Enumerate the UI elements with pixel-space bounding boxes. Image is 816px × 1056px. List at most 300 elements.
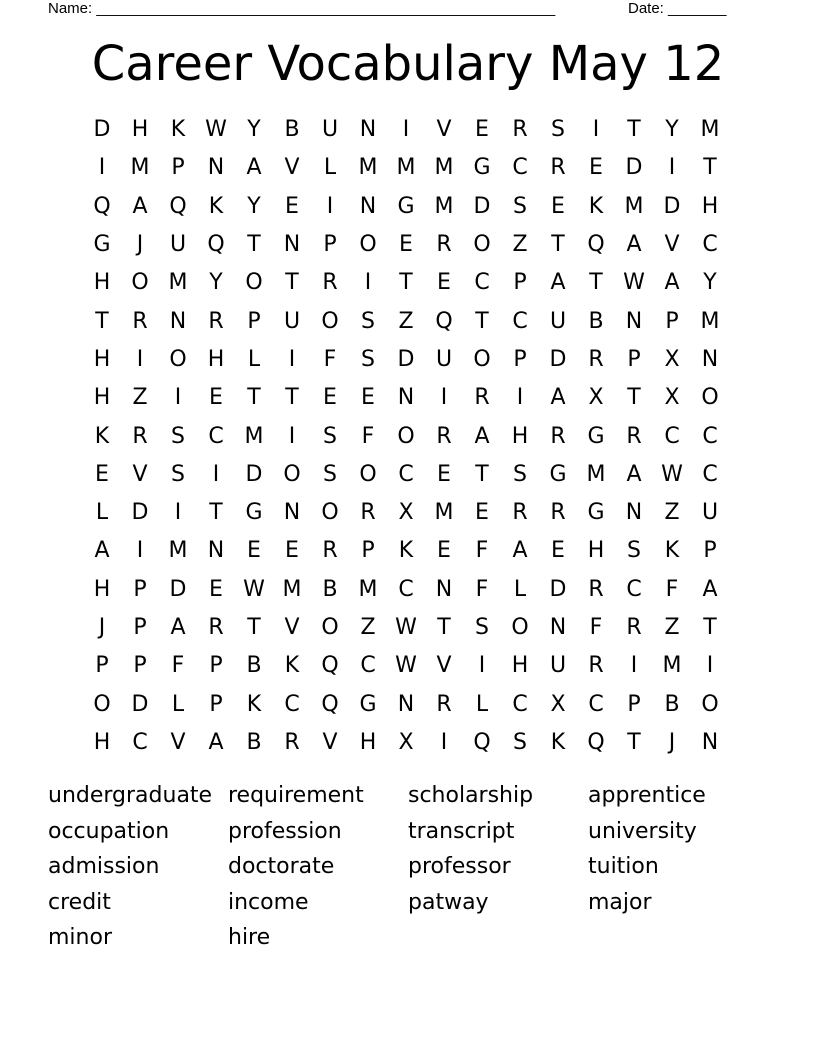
grid-letter[interactable]: I: [478, 653, 486, 679]
grid-row: [83, 532, 729, 570]
grid-letter[interactable]: C: [398, 576, 414, 602]
grid-letter[interactable]: M: [130, 155, 150, 181]
grid-letter[interactable]: D: [473, 193, 491, 219]
grid-letter[interactable]: W: [395, 653, 417, 679]
grid-letter[interactable]: E: [323, 385, 337, 411]
grid-letter[interactable]: O: [321, 308, 339, 334]
grid-letter[interactable]: H: [587, 538, 605, 564]
grid-letter[interactable]: O: [359, 232, 377, 258]
grid-letter[interactable]: L: [513, 576, 527, 602]
grid-letter[interactable]: P: [209, 691, 223, 717]
word-list-item: profession: [228, 818, 342, 844]
grid-letter[interactable]: I: [326, 193, 334, 219]
grid-letter[interactable]: U: [435, 346, 453, 372]
grid-letter[interactable]: P: [209, 653, 223, 679]
grid-letter[interactable]: J: [668, 729, 676, 755]
grid-letter[interactable]: X: [398, 500, 414, 526]
grid-letter[interactable]: O: [473, 346, 491, 372]
grid-letter[interactable]: M: [282, 576, 302, 602]
grid-letter[interactable]: N: [283, 500, 301, 526]
grid-letter[interactable]: C: [512, 691, 528, 717]
word-list-item: tuition: [588, 854, 659, 879]
grid-letter[interactable]: I: [136, 538, 144, 564]
grid-letter[interactable]: P: [323, 232, 337, 258]
grid-letter[interactable]: W: [243, 576, 265, 602]
grid-letter[interactable]: O: [93, 691, 111, 717]
grid-letter[interactable]: E: [399, 232, 413, 258]
grid-letter[interactable]: W: [395, 615, 417, 640]
grid-letter[interactable]: Y: [665, 117, 679, 143]
grid-letter[interactable]: A: [474, 423, 490, 449]
grid-letter[interactable]: Q: [435, 308, 453, 334]
grid-letter[interactable]: O: [245, 270, 263, 296]
grid-letter[interactable]: R: [208, 308, 224, 334]
grid-letter[interactable]: L: [323, 155, 337, 181]
grid-letter[interactable]: M: [358, 155, 378, 181]
grid-letter[interactable]: T: [589, 270, 603, 296]
grid-letter[interactable]: K: [588, 193, 604, 219]
grid-letter[interactable]: I: [668, 155, 676, 181]
grid-letter[interactable]: K: [94, 423, 110, 449]
grid-letter[interactable]: N: [207, 538, 225, 564]
grid-letter[interactable]: C: [664, 423, 680, 449]
word-list-item: requirement: [228, 783, 364, 808]
grid-letter[interactable]: E: [285, 193, 299, 219]
grid-letter[interactable]: P: [95, 653, 109, 679]
grid-letter[interactable]: M: [168, 538, 188, 564]
grid-letter[interactable]: R: [322, 538, 338, 564]
grid-letter[interactable]: F: [171, 653, 185, 679]
grid-letter[interactable]: E: [209, 385, 223, 411]
grid-letter[interactable]: K: [246, 691, 262, 717]
grid-letter[interactable]: I: [364, 270, 372, 296]
grid-letter[interactable]: Y: [247, 117, 261, 143]
grid-letter[interactable]: R: [512, 500, 528, 526]
grid-letter[interactable]: L: [95, 500, 109, 526]
grid-letter[interactable]: I: [440, 385, 448, 411]
grid-letter[interactable]: Y: [247, 193, 261, 219]
grid-letter[interactable]: O: [321, 615, 339, 640]
grid-letter[interactable]: B: [246, 653, 262, 679]
grid-letter[interactable]: C: [284, 691, 300, 717]
grid-letter[interactable]: C: [208, 423, 224, 449]
grid-letter[interactable]: E: [475, 117, 489, 143]
date-field[interactable]: Date: _______: [628, 0, 727, 17]
grid-letter[interactable]: V: [322, 729, 338, 755]
grid-letter[interactable]: H: [207, 346, 225, 372]
grid-letter[interactable]: T: [285, 385, 299, 411]
grid-letter[interactable]: R: [626, 615, 642, 640]
grid-letter[interactable]: C: [626, 576, 642, 602]
grid-letter[interactable]: M: [586, 461, 606, 487]
grid-letter[interactable]: V: [170, 729, 186, 755]
grid-letter[interactable]: G: [473, 155, 491, 181]
grid-letter[interactable]: D: [131, 500, 149, 526]
grid-letter[interactable]: E: [247, 538, 261, 564]
grid-letter[interactable]: V: [284, 615, 300, 640]
grid-letter[interactable]: R: [322, 270, 338, 296]
grid-letter[interactable]: A: [550, 270, 566, 296]
grid-letter[interactable]: D: [245, 461, 263, 487]
grid-letter[interactable]: R: [436, 691, 452, 717]
grid-letter[interactable]: K: [398, 538, 414, 564]
grid-letter[interactable]: T: [437, 615, 451, 640]
grid-letter[interactable]: C: [702, 232, 718, 258]
grid-letter[interactable]: R: [208, 615, 224, 640]
grid-letter[interactable]: H: [359, 729, 377, 755]
grid-letter[interactable]: A: [702, 576, 718, 602]
grid-letter[interactable]: C: [398, 461, 414, 487]
grid-letter[interactable]: Q: [207, 232, 225, 258]
grid-letter[interactable]: R: [436, 423, 452, 449]
grid-letter[interactable]: L: [247, 346, 261, 372]
grid-row: [83, 111, 729, 149]
grid-letter[interactable]: P: [627, 691, 641, 717]
grid-letter[interactable]: M: [434, 500, 454, 526]
grid-letter[interactable]: A: [550, 385, 566, 411]
grid-letter[interactable]: O: [359, 461, 377, 487]
grid-letter[interactable]: S: [513, 193, 527, 219]
grid-letter[interactable]: D: [625, 155, 643, 181]
grid-letter[interactable]: N: [397, 385, 415, 411]
grid-letter[interactable]: A: [626, 232, 642, 258]
grid-letter[interactable]: N: [701, 729, 719, 755]
grid-letter[interactable]: G: [587, 423, 605, 449]
grid-letter[interactable]: D: [663, 193, 681, 219]
grid-letter[interactable]: L: [171, 691, 185, 717]
grid-letter[interactable]: O: [701, 385, 719, 411]
grid-letter[interactable]: R: [588, 653, 604, 679]
grid-letter[interactable]: L: [475, 691, 489, 717]
grid-letter[interactable]: Z: [398, 308, 414, 334]
grid-letter[interactable]: X: [664, 346, 680, 372]
grid-letter[interactable]: N: [169, 308, 187, 334]
grid-letter[interactable]: P: [703, 538, 717, 564]
grid-letter[interactable]: B: [664, 691, 680, 717]
grid-letter[interactable]: O: [701, 691, 719, 717]
grid-letter[interactable]: T: [399, 270, 413, 296]
grid-letter[interactable]: A: [170, 615, 186, 640]
grid-letter[interactable]: V: [664, 232, 680, 258]
grid-letter[interactable]: G: [359, 691, 377, 717]
grid-letter[interactable]: P: [171, 155, 185, 181]
grid-letter[interactable]: T: [703, 155, 717, 181]
grid-letter[interactable]: E: [551, 538, 565, 564]
grid-letter[interactable]: D: [93, 117, 111, 143]
grid-letter[interactable]: X: [664, 385, 680, 411]
grid-letter[interactable]: O: [511, 615, 529, 640]
grid-letter[interactable]: C: [360, 653, 376, 679]
grid-letter[interactable]: A: [246, 155, 262, 181]
grid-letter[interactable]: M: [396, 155, 416, 181]
grid-letter[interactable]: T: [285, 270, 299, 296]
grid-letter[interactable]: O: [473, 232, 491, 258]
grid-letter[interactable]: B: [246, 729, 262, 755]
grid-letter[interactable]: G: [245, 500, 263, 526]
grid-letter[interactable]: E: [209, 576, 223, 602]
grid-letter[interactable]: T: [95, 308, 109, 334]
grid-letter[interactable]: K: [550, 729, 566, 755]
grid-letter[interactable]: Z: [664, 500, 680, 526]
grid-letter[interactable]: H: [93, 729, 111, 755]
grid-letter[interactable]: S: [323, 461, 337, 487]
grid-letter[interactable]: R: [512, 117, 528, 143]
grid-letter[interactable]: K: [208, 193, 224, 219]
grid-letter[interactable]: K: [284, 653, 300, 679]
grid-letter[interactable]: D: [169, 576, 187, 602]
grid-letter[interactable]: A: [664, 270, 680, 296]
grid-letter[interactable]: Q: [473, 729, 491, 755]
grid-letter[interactable]: T: [627, 117, 641, 143]
grid-letter[interactable]: R: [436, 232, 452, 258]
grid-letter[interactable]: R: [360, 500, 376, 526]
grid-letter[interactable]: O: [397, 423, 415, 449]
grid-letter[interactable]: S: [513, 729, 527, 755]
grid-letter[interactable]: R: [132, 308, 148, 334]
grid-letter[interactable]: H: [511, 423, 529, 449]
grid-letter[interactable]: H: [701, 193, 719, 219]
grid-letter[interactable]: A: [132, 193, 148, 219]
grid-letter[interactable]: H: [93, 385, 111, 411]
grid-letter[interactable]: O: [283, 461, 301, 487]
grid-letter[interactable]: F: [589, 615, 603, 640]
grid-letter[interactable]: R: [550, 500, 566, 526]
grid-row: [83, 264, 729, 302]
grid-letter[interactable]: Y: [209, 270, 223, 296]
grid-letter[interactable]: S: [171, 423, 185, 449]
grid-letter[interactable]: R: [588, 346, 604, 372]
name-field[interactable]: Name: _______________________________________________________: [48, 0, 556, 17]
grid-letter[interactable]: E: [361, 385, 375, 411]
grid-letter[interactable]: P: [513, 346, 527, 372]
grid-letter[interactable]: R: [550, 423, 566, 449]
grid-letter[interactable]: X: [550, 691, 566, 717]
grid-letter[interactable]: I: [174, 385, 182, 411]
grid-letter[interactable]: N: [359, 117, 377, 143]
grid-letter[interactable]: V: [132, 461, 148, 487]
grid-letter[interactable]: O: [131, 270, 149, 296]
grid-letter[interactable]: D: [549, 346, 567, 372]
grid-letter[interactable]: I: [98, 155, 106, 181]
grid-letter[interactable]: I: [136, 346, 144, 372]
grid-letter[interactable]: R: [474, 385, 490, 411]
grid-letter[interactable]: K: [170, 117, 186, 143]
grid-letter[interactable]: C: [474, 270, 490, 296]
grid-letter[interactable]: Z: [360, 615, 376, 640]
grid-letter[interactable]: N: [207, 155, 225, 181]
grid-letter[interactable]: N: [701, 346, 719, 372]
grid-letter[interactable]: F: [323, 346, 337, 372]
grid-letter[interactable]: Z: [664, 615, 680, 640]
grid-letter[interactable]: S: [513, 461, 527, 487]
grid-letter[interactable]: A: [512, 538, 528, 564]
grid-letter[interactable]: N: [397, 691, 415, 717]
grid-letter[interactable]: U: [169, 232, 187, 258]
grid-letter[interactable]: G: [93, 232, 111, 258]
grid-letter[interactable]: R: [132, 423, 148, 449]
grid-letter[interactable]: C: [702, 461, 718, 487]
grid-letter[interactable]: I: [516, 385, 524, 411]
grid-letter[interactable]: Z: [132, 385, 148, 411]
grid-letter[interactable]: M: [662, 653, 682, 679]
grid-letter[interactable]: V: [436, 653, 452, 679]
grid-letter[interactable]: P: [513, 270, 527, 296]
grid-letter[interactable]: B: [284, 117, 300, 143]
grid-letter[interactable]: S: [323, 423, 337, 449]
grid-letter[interactable]: I: [630, 653, 638, 679]
grid-letter[interactable]: M: [700, 117, 720, 143]
grid-letter[interactable]: Q: [93, 193, 111, 219]
grid-letter[interactable]: H: [131, 117, 149, 143]
grid-letter[interactable]: F: [475, 538, 489, 564]
grid-letter[interactable]: N: [625, 308, 643, 334]
grid-letter[interactable]: P: [133, 653, 147, 679]
grid-letter[interactable]: B: [588, 308, 604, 334]
grid-letter[interactable]: C: [512, 155, 528, 181]
grid-letter[interactable]: N: [549, 615, 567, 640]
grid-letter[interactable]: C: [132, 729, 148, 755]
grid-letter[interactable]: E: [95, 461, 109, 487]
grid-letter[interactable]: W: [623, 270, 645, 296]
grid-letter[interactable]: A: [208, 729, 224, 755]
grid-letter[interactable]: M: [434, 155, 454, 181]
grid-letter[interactable]: S: [171, 461, 185, 487]
grid-letter[interactable]: P: [133, 576, 147, 602]
grid-letter[interactable]: Y: [703, 270, 717, 296]
grid-letter[interactable]: P: [665, 308, 679, 334]
grid-letter[interactable]: I: [706, 653, 714, 679]
grid-letter[interactable]: R: [550, 155, 566, 181]
grid-letter[interactable]: A: [626, 461, 642, 487]
grid-letter[interactable]: Q: [321, 691, 339, 717]
grid-letter[interactable]: C: [702, 423, 718, 449]
grid-letter[interactable]: I: [174, 500, 182, 526]
grid-letter[interactable]: D: [549, 576, 567, 602]
grid-letter[interactable]: T: [247, 615, 261, 640]
grid-letter[interactable]: S: [475, 615, 489, 640]
grid-letter[interactable]: E: [437, 538, 451, 564]
grid-letter[interactable]: O: [169, 346, 187, 372]
grid-letter[interactable]: F: [475, 576, 489, 602]
grid-letter[interactable]: I: [288, 346, 296, 372]
grid-letter[interactable]: T: [475, 308, 489, 334]
grid-letter[interactable]: W: [661, 461, 683, 487]
grid-letter[interactable]: T: [627, 729, 641, 755]
grid-letter[interactable]: V: [284, 155, 300, 181]
grid-letter[interactable]: G: [549, 461, 567, 487]
grid-letter[interactable]: H: [93, 346, 111, 372]
grid-letter[interactable]: M: [358, 576, 378, 602]
grid-letter[interactable]: B: [322, 576, 338, 602]
grid-letter[interactable]: R: [588, 576, 604, 602]
grid-letter[interactable]: I: [212, 461, 220, 487]
grid-letter[interactable]: R: [284, 729, 300, 755]
grid-letter[interactable]: P: [133, 615, 147, 640]
grid-letter[interactable]: T: [627, 385, 641, 411]
grid-letter[interactable]: P: [247, 308, 261, 334]
grid-letter[interactable]: Q: [321, 653, 339, 679]
grid-letter[interactable]: E: [285, 538, 299, 564]
grid-letter[interactable]: C: [512, 308, 528, 334]
grid-letter[interactable]: E: [475, 500, 489, 526]
grid-letter[interactable]: D: [397, 346, 415, 372]
grid-letter[interactable]: M: [434, 193, 454, 219]
grid-letter[interactable]: T: [703, 615, 717, 640]
grid-letter[interactable]: M: [168, 270, 188, 296]
grid-letter[interactable]: U: [283, 308, 301, 334]
grid-letter[interactable]: J: [98, 615, 106, 640]
grid-letter[interactable]: R: [626, 423, 642, 449]
grid-letter[interactable]: W: [205, 117, 227, 143]
grid-letter[interactable]: G: [587, 500, 605, 526]
grid-letter[interactable]: T: [475, 461, 489, 487]
grid-letter[interactable]: M: [700, 308, 720, 334]
grid-letter[interactable]: K: [664, 538, 680, 564]
grid-letter[interactable]: G: [397, 193, 415, 219]
grid-letter[interactable]: Q: [587, 729, 605, 755]
grid-letter[interactable]: M: [624, 193, 644, 219]
grid-letter[interactable]: A: [94, 538, 110, 564]
grid-letter[interactable]: Z: [512, 232, 528, 258]
grid-letter[interactable]: N: [283, 232, 301, 258]
grid-letter[interactable]: U: [701, 500, 719, 526]
grid-letter[interactable]: F: [665, 576, 679, 602]
grid-letter[interactable]: C: [588, 691, 604, 717]
grid-letter[interactable]: X: [588, 385, 604, 411]
grid-letter[interactable]: T: [247, 385, 261, 411]
grid-letter[interactable]: Q: [587, 232, 605, 258]
grid-letter[interactable]: I: [440, 729, 448, 755]
grid-letter[interactable]: I: [592, 117, 600, 143]
word-list-item: major: [588, 889, 652, 915]
grid-letter[interactable]: O: [321, 500, 339, 526]
grid-letter[interactable]: U: [549, 308, 567, 334]
grid-letter[interactable]: M: [244, 423, 264, 449]
word-list: [48, 778, 768, 956]
grid-letter[interactable]: S: [627, 538, 641, 564]
word-list-item: hire: [228, 925, 271, 950]
grid-letter[interactable]: Q: [169, 193, 187, 219]
grid-letter[interactable]: T: [247, 232, 261, 258]
grid-letter[interactable]: T: [209, 500, 223, 526]
grid-letter[interactable]: N: [435, 576, 453, 602]
grid-letter[interactable]: E: [437, 461, 451, 487]
grid-letter[interactable]: H: [511, 653, 529, 679]
grid-letter[interactable]: X: [398, 729, 414, 755]
grid-letter[interactable]: E: [551, 193, 565, 219]
grid-letter[interactable]: I: [402, 117, 410, 143]
grid-letter[interactable]: D: [131, 691, 149, 717]
grid-letter[interactable]: P: [361, 538, 375, 564]
grid-letter[interactable]: S: [361, 346, 375, 372]
grid-letter[interactable]: E: [437, 270, 451, 296]
grid-letter[interactable]: T: [551, 232, 565, 258]
grid-letter[interactable]: N: [359, 193, 377, 219]
grid-letter[interactable]: S: [361, 308, 375, 334]
grid-letter[interactable]: I: [288, 423, 296, 449]
grid-letter[interactable]: P: [627, 346, 641, 372]
grid-letter[interactable]: H: [93, 576, 111, 602]
grid-letter[interactable]: U: [549, 653, 567, 679]
grid-letter[interactable]: F: [361, 423, 375, 449]
grid-letter[interactable]: V: [436, 117, 452, 143]
grid-letter[interactable]: U: [321, 117, 339, 143]
grid-letter[interactable]: J: [136, 232, 144, 258]
grid-letter[interactable]: N: [625, 500, 643, 526]
grid-letter[interactable]: E: [589, 155, 603, 181]
grid-letter[interactable]: S: [551, 117, 565, 143]
grid-letter[interactable]: H: [93, 270, 111, 296]
